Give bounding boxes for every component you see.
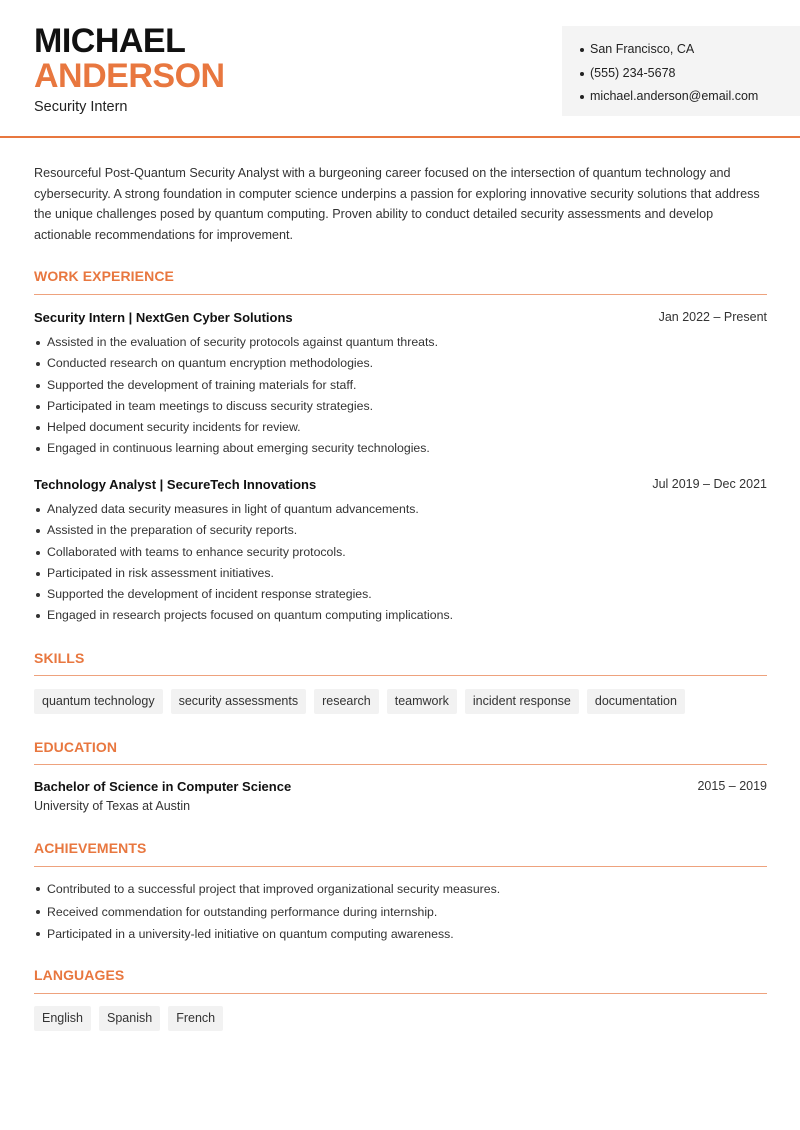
list-item: Participated in a university-led initiative on quantum computing awareness. bbox=[34, 923, 767, 946]
section-divider bbox=[34, 764, 767, 765]
job-duties bbox=[34, 332, 767, 460]
list-item: Supported the development of incident response strategies. bbox=[34, 584, 767, 605]
contact-panel bbox=[562, 26, 800, 116]
job-dates: Jan 2022 – Present bbox=[658, 310, 767, 324]
job-title: Security Intern bbox=[34, 99, 128, 115]
list-item: Participated in risk assessment initiatives. bbox=[34, 563, 767, 584]
job-header bbox=[34, 310, 767, 325]
skill-tag: incident response bbox=[465, 689, 579, 714]
section-title-achievements: ACHIEVEMENTS bbox=[34, 840, 147, 856]
section-title-skills: SKILLS bbox=[34, 650, 85, 666]
language-tags bbox=[34, 1006, 223, 1031]
school-name: University of Texas at Austin bbox=[34, 799, 191, 813]
professional-summary: Resourceful Post-Quantum Security Analyst with a burgeoning career focused on the intersection of quantum technology and cybersecurity. A strong foundation in computer science underpins a passion for exploring innovative security solutions that address the unique challenges posed by quantum computing. Proven ability to conduct detailed security assessments and develop actionable recommendations for improvement. bbox=[34, 166, 760, 242]
skills-tags bbox=[34, 689, 685, 714]
section-title-education: EDUCATION bbox=[34, 739, 118, 755]
list-item: Helped document security incidents for review. bbox=[34, 417, 767, 438]
skill-tag: teamwork bbox=[387, 689, 457, 714]
achievements-list bbox=[34, 878, 767, 946]
contact-email: michael.anderson@email.com bbox=[580, 85, 782, 109]
contact-location: San Francisco, CA bbox=[580, 38, 782, 62]
section-divider bbox=[34, 294, 767, 295]
language-tag: English bbox=[34, 1006, 91, 1031]
list-item: Supported the development of training materials for staff. bbox=[34, 375, 767, 396]
list-item: Participated in team meetings to discuss security strategies. bbox=[34, 396, 767, 417]
job-duties bbox=[34, 499, 767, 627]
skill-tag: security assessments bbox=[171, 689, 306, 714]
resume-header bbox=[0, 0, 800, 138]
last-name: ANDERSON bbox=[34, 57, 225, 95]
candidate-name bbox=[34, 24, 225, 94]
job-header bbox=[34, 477, 767, 492]
list-item: Engaged in research projects focused on quantum computing implications. bbox=[34, 605, 767, 626]
list-item: Contributed to a successful project that improved organizational security measures. bbox=[34, 878, 767, 901]
job-role: Security Intern | NextGen Cyber Solutions bbox=[34, 310, 293, 325]
degree: Bachelor of Science in Computer Science bbox=[34, 779, 292, 794]
job-dates: Jul 2019 – Dec 2021 bbox=[652, 477, 767, 491]
list-item: Engaged in continuous learning about emerging security technologies. bbox=[34, 438, 767, 459]
language-tag: Spanish bbox=[99, 1006, 160, 1031]
education-dates: 2015 – 2019 bbox=[697, 779, 767, 793]
skill-tag: research bbox=[314, 689, 379, 714]
contact-phone: (555) 234-5678 bbox=[580, 62, 782, 86]
education-header bbox=[34, 779, 767, 794]
language-tag: French bbox=[168, 1006, 223, 1031]
section-divider bbox=[34, 993, 767, 994]
skill-tag: documentation bbox=[587, 689, 685, 714]
list-item: Received commendation for outstanding performance during internship. bbox=[34, 901, 767, 924]
section-title-work-experience: WORK EXPERIENCE bbox=[34, 268, 174, 284]
job-role: Technology Analyst | SecureTech Innovations bbox=[34, 477, 317, 492]
section-title-languages: LANGUAGES bbox=[34, 967, 125, 983]
list-item: Conducted research on quantum encryption methodologies. bbox=[34, 353, 767, 374]
list-item: Assisted in the evaluation of security protocols against quantum threats. bbox=[34, 332, 767, 353]
list-item: Analyzed data security measures in light of quantum advancements. bbox=[34, 499, 767, 520]
section-divider bbox=[34, 675, 767, 676]
list-item: Assisted in the preparation of security reports. bbox=[34, 520, 767, 541]
section-divider bbox=[34, 866, 767, 867]
skill-tag: quantum technology bbox=[34, 689, 163, 714]
list-item: Collaborated with teams to enhance security protocols. bbox=[34, 542, 767, 563]
first-name: MICHAEL bbox=[34, 22, 186, 60]
